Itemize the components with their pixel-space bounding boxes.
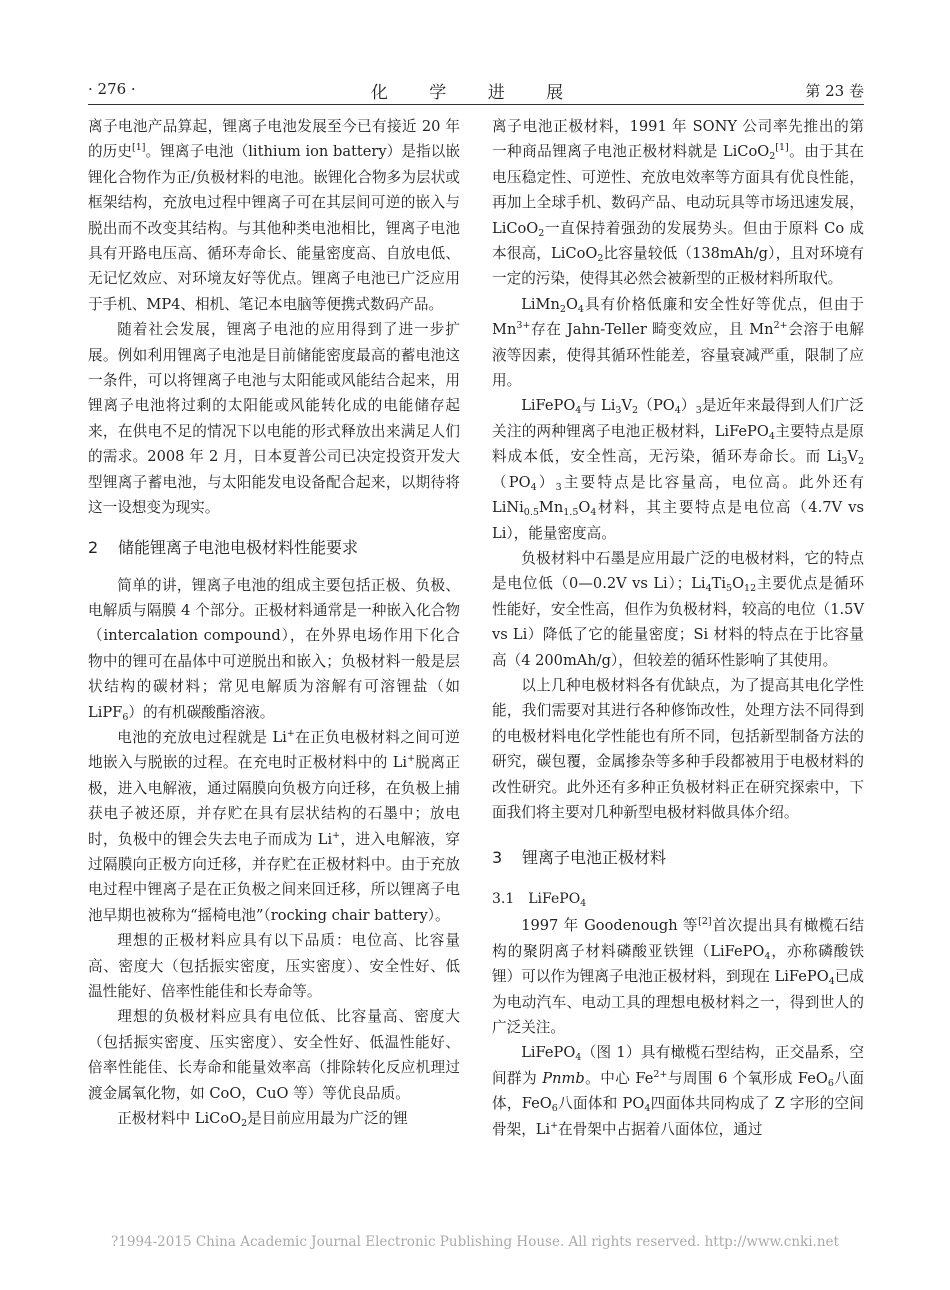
paragraph: 随着社会发展，锂离子电池的应用得到了进一步扩展。例如利用锂离子电池是目前储能密度最高的蓄电池这一条件，可以将锂离子电池与太阳能或风能结合起来，用锂离子电池将过剩的太阳能或风能转化成的电能储存起来，在供电不足的情况下以电能的形式释放出来满足人们的需求。2008 年 2 月，日本夏普公司已决定投资开发大型锂离子蓄电池，与太阳能发电设备配合起来，以期待将这一设想变为现实。	[88, 321, 460, 517]
paragraph: 负极材料中石墨是应用最广泛的电极材料，它的特点是电位低（0—0.2V vs Li）；$Li_4Ti_5O_{12}$主要优点是循环性能好，安全性高，但作为负极材料，较高的电位（1.5V vs Li）降低了它的能量密度；Si 材料的特点在于比容量高（4 200mAh/g），但较差的循环性影响了其使用。	[492, 549, 864, 669]
citation[interactable]: [1]	[775, 142, 789, 154]
paragraph: 离子电池产品算起，锂离子电池发展至今已有接近 20 年的历史[1]。锂离子电池（lithium ion battery）是指以嵌锂化合物作为正/负极材料的电池。嵌锂化合物多为层状或框架结构，充放电过程中锂离子可在其层间可逆的嵌入与脱出而不改变其结构。与其他种类电池相比，锂离子电池具有开路电压高、循环寿命长、能量密度高、自放电低、无记忆效应、对环境友好等优点。锂离子电池已广泛应用于手机、MP4、相机、笔记本电脑等便携式数码产品。	[88, 118, 460, 313]
section-heading	[88, 535, 460, 561]
page-number: · 276 ·	[88, 80, 136, 98]
volume-label: 第 23 卷	[805, 82, 864, 100]
paragraph: $LiMn_2O_4$具有价格低廉和安全性好等优点，但由于 $Mn^{3+}$存在 Jahn-Teller 畸变效应，且 $Mn^{2+}$会溶于电解液等因素，使得其循环性能差，容量衰减严重，限制了应用。	[492, 295, 864, 390]
header-rule	[88, 104, 864, 105]
paragraph: LiFePO$_4$（图 1）具有橄榄石型结构，正交晶系，空间群为 Pnmb。中心 $Fe^{2+}$与周围 6 个氧形成 FeO$_6$八面体，FeO$_6$八面体和 $PO_4$四面体共同构成了 Z 字形的空间骨架，Li+在骨架中占据着八面体位，通过	[492, 1044, 864, 1138]
section-number: 2	[88, 537, 99, 557]
section-title: 储能锂离子电池电极材料性能要求	[118, 537, 359, 557]
paragraph: 理想的负极材料应具有电位低、比容量高、密度大（包括振实密度、压实密度）、安全性好、低温性能好、倍率性能佳、长寿命和能量效率高（排除转化反应机理过渡金属氧化物，如 CoO，CuO 等）等优良品质。	[88, 1008, 460, 1102]
paragraph: LiFePO$_4$与 $Li_3V_2(PO_4)_3$是近年来最得到人们广泛关注的两种锂离子电池正极材料，LiFePO$_4$主要特点是原料成本低，安全性高，无污染，循环寿命长。而 $Li_3V_2(PO_4)_3$主要特点是比容量高，电位高。此外还有 $LiNi_{0.5}Mn_{1.5}O_4$材料，其主要特点是电位高（4.7V vs Li），能量密度高。	[492, 397, 864, 542]
paragraph: 理想的正极材料应具有以下品质：电位高、比容量高、密度大（包括振实密度，压实密度）、安全性好、低温性能好、倍率性能佳和长寿命等。	[88, 932, 460, 1000]
right-column	[492, 114, 864, 1142]
citation[interactable]: [2]	[698, 916, 712, 928]
section-title: 锂离子电池正极材料	[522, 848, 667, 868]
paragraph: 电池的充放电过程就是 Li+在正负电极材料之间可逆地嵌入与脱嵌的过程。在充电时正极材料中的 Li+脱离正极，进入电解液，通过隔膜向负极方向迁移，在负极上捕获电子被还原，并存贮在具有层状结构的石墨中；放电时，负极中的锂会失去电子而成为 Li+，进入电解液，穿过隔膜向正极方向迁移，并存贮在正极材料中。由于充放电过程中锂离子是在正负极之间来回迁移，所以锂离子电池早期也被称为“摇椅电池”（rocking chair battery）。	[88, 727, 460, 924]
paragraph: 以上几种电极材料各有优缺点，为了提高其电化学性能，我们需要对其进行各种修饰改性，处理方法不同得到的电极材料电化学性能也有所不同，包括新型制备方法的研究，碳包覆，金属掺杂等多种手段都被用于电极材料的改性研究。此外还有多种正负极材料正在研究探索中，下面我们将主要对几种新型电极材料做具体介绍。	[492, 676, 864, 821]
copyright-footer: ?1994-2015 China Academic Journal Electronic Publishing House. All rights reserved. http://www.cnki.net	[111, 1234, 839, 1250]
running-header	[88, 78, 864, 102]
citation[interactable]: [1]	[132, 142, 146, 154]
section-heading	[492, 845, 864, 871]
paragraph: 1997 年 Goodenough 等[2]首次提出具有橄榄石结构的聚阴离子材料磷酸亚铁锂（LiFePO$_4$，亦称磷酸铁锂）可以作为锂离子电池正极材料，到现在 LiFePO$_4$已成为电动汽车、电动工具的理想电极材料之一，得到世人的广泛关注。	[492, 916, 864, 1036]
journal-title: 化 学 进 展	[370, 83, 582, 103]
paragraph: 简单的讲，锂离子电池的组成主要包括正极、负极、电解质与隔膜 4 个部分。正极材料通常是一种嵌入化合物（intercalation compound），在外界电场作用下化合物中的锂可在晶体中可逆脱出和嵌入；负极材料一般是层状结构的碳材料；常见电解质为溶解有可溶锂盐（如 LiPF$_6$）的有机碳酸酯溶液。	[88, 576, 460, 723]
section-number: 3	[492, 848, 503, 868]
left-column	[88, 114, 460, 1131]
paragraph: 离子电池正极材料，1991 年 SONY 公司率先推出的第一种商品锂离子电池正极材料就是 LiCoO$_2$[1]。由于其在电压稳定性、可逆性、充放电效率等方面具有优良性能，再加上全球手机、数码产品、电动玩具等市场迅速发展，LiCoO$_2$一直保持着强劲的发展势头。但由于原料 Co 成本很高，LiCoO$_2$比容量较低（138mAh/g），且对环境有一定的污染，使得其必然会被新型的正极材料所取代。	[492, 118, 865, 288]
paragraph: 正极材料中 LiCoO$_2$是目前应用最为广泛的锂	[117, 1110, 408, 1130]
subsection-heading: 3.1 LiFePO$_4$	[492, 891, 587, 910]
